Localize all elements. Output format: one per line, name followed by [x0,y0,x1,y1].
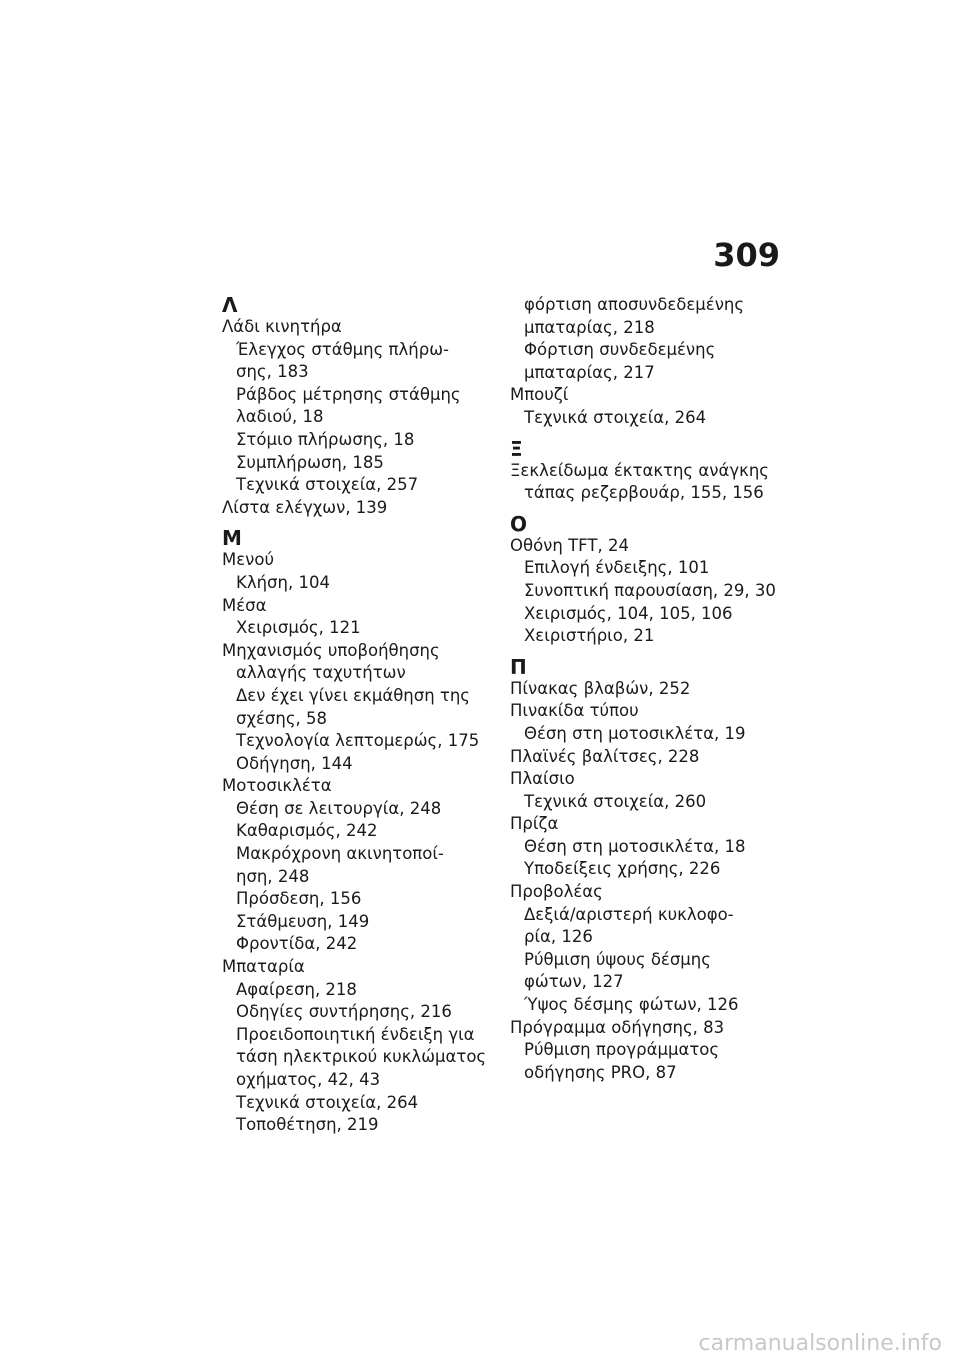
section-letter-heading: Μ [222,526,242,551]
index-section [510,513,790,648]
index-subentry: Τοποθέτηση, 219 [236,1115,379,1135]
index-entry: Μενού [222,550,275,570]
section-letter-heading: Π [510,654,527,679]
index-entry: Μέσα [222,595,267,615]
index-subentry: Κλήση, 104 [236,572,330,592]
index-subentry: λαδιού, 18 [236,407,324,427]
index-subentry: Επιλογή ένδειξης, 101 [524,558,710,578]
index-subentry: Συνοπτική παρουσίαση, 29, 30 [524,580,776,600]
page-number: 309 [713,236,780,274]
index-subentry: Προειδοποιητική ένδειξη για [236,1024,475,1044]
section-letter-heading: Λ [222,293,238,317]
index-section [510,438,790,505]
index-subentry: Καθαρισμός, 242 [236,821,378,841]
index-subentry: Χειρισμός, 104, 105, 106 [524,603,733,623]
index-entry: Πίνακας βλαβών, 252 [510,678,691,698]
index-entry: Λάδι κινητήρα [222,317,342,336]
index-subentry: Υποδείξεις χρήσης, 226 [524,859,721,879]
index-column-right [510,294,790,1092]
index-subentry: Φροντίδα, 242 [236,934,358,954]
index-subentry: Τεχνικά στοιχεία, 257 [236,475,419,495]
index-entry: Μοτοσικλέτα [222,776,332,796]
watermark: carmanualsonline.info [698,1331,942,1356]
index-section [222,527,502,1136]
index-entry: Πινακίδα τύπου [510,701,639,721]
index-subentry: Πρόσδεση, 156 [236,889,362,909]
index-subentry: Οδήγηση, 144 [236,753,353,773]
index-subentry: Χειρισμός, 121 [236,618,361,638]
index-subentry: μπαταρίας, 217 [524,362,655,382]
index-subentry: Τεχνικά στοιχεία, 264 [524,407,707,427]
index-subentry: Μακρόχρονη ακινητοποί- [236,844,444,864]
index-subentry: Ρύθμιση προγράμματος [524,1040,720,1060]
index-subentry: Ράβδος μέτρησης στάθμης [236,384,461,404]
index-subentry: Συμπλήρωση, 185 [236,452,384,472]
index-subentry: Οδηγίες συντήρησης, 216 [236,1002,452,1022]
index-subentry: Αφαίρεση, 218 [236,979,357,999]
index-subentry: Θέση σε λειτουργία, 248 [236,798,442,818]
section-letter-heading: Ξ [510,436,523,461]
index-subentry: σης, 183 [236,362,309,382]
index-entry: Μηχανισμός υποβοήθησης [222,640,440,660]
index-subentry: Φόρτιση συνδεδεμένης [524,340,716,360]
index-section [510,294,790,430]
index-entry: Μπαταρία [222,957,305,977]
index-entry: Πρίζα [510,814,559,834]
index-entry: Πλαϊνές βαλίτσες, 228 [510,746,700,766]
index-subentry: Τεχνικά στοιχεία, 260 [524,791,707,811]
index-subentry: οδήγησης PRO, 87 [524,1062,677,1082]
index-subentry: ρία, 126 [524,927,593,947]
section-letter-heading: Ο [510,511,528,536]
index-subentry: Έλεγχος στάθμης πλήρω- [236,339,449,359]
index-subentry: Τεχνολογία λεπτομερώς, 175 [236,731,480,751]
index-subentry: Στάθμευση, 149 [236,911,370,931]
index-subentry: σχέσης, 58 [236,708,327,728]
index-subentry: αλλαγής ταχυτήτων [236,663,406,683]
index-subentry: τάπας ρεζερβουάρ, 155, 156 [524,483,764,503]
index-entry: Οθόνη TFT, 24 [510,535,629,555]
index-section [510,656,790,1085]
index-subentry: Ύψος δέσμης φώτων, 126 [524,995,739,1015]
index-subentry: Ρύθμιση ύψους δέσμης [524,949,711,969]
index-subentry: Θέση στη μοτοσικλέτα, 19 [524,723,746,743]
index-subentry: Χειριστήριο, 21 [524,626,655,646]
index-entry: Προβολέας [510,882,603,902]
index-column-left [222,294,502,1145]
index-entry: Λίστα ελέγχων, 139 [222,497,388,517]
index-subentry: μπαταρίας, 218 [524,317,655,337]
index-subentry: Στόμιο πλήρωσης, 18 [236,429,415,449]
index-subentry: ηση, 248 [236,866,310,886]
index-subentry: οχήματος, 42, 43 [236,1070,381,1089]
index-section [222,294,502,519]
index-subentry: Δεν έχει γίνει εκμάθηση της [236,685,470,705]
index-entry: Ξεκλείδωμα έκτακτης ανάγκης [510,460,769,480]
index-subentry: τάση ηλεκτρικού κυκλώματος [236,1047,487,1067]
index-subentry: φώτων, 127 [524,972,624,992]
index-entry: Μπουζί [510,385,569,405]
index-subentry: Δεξιά/αριστερή κυκλοφο- [524,904,734,924]
index-subentry: Θέση στη μοτοσικλέτα, 18 [524,836,746,856]
index-subentry: Τεχνικά στοιχεία, 264 [236,1092,419,1112]
index-entry: Πρόγραμμα οδήγησης, 83 [510,1017,725,1037]
index-entry: Πλαίσιο [510,769,575,789]
index-subentry: φόρτιση αποσυνδεδεμένης [524,295,745,314]
